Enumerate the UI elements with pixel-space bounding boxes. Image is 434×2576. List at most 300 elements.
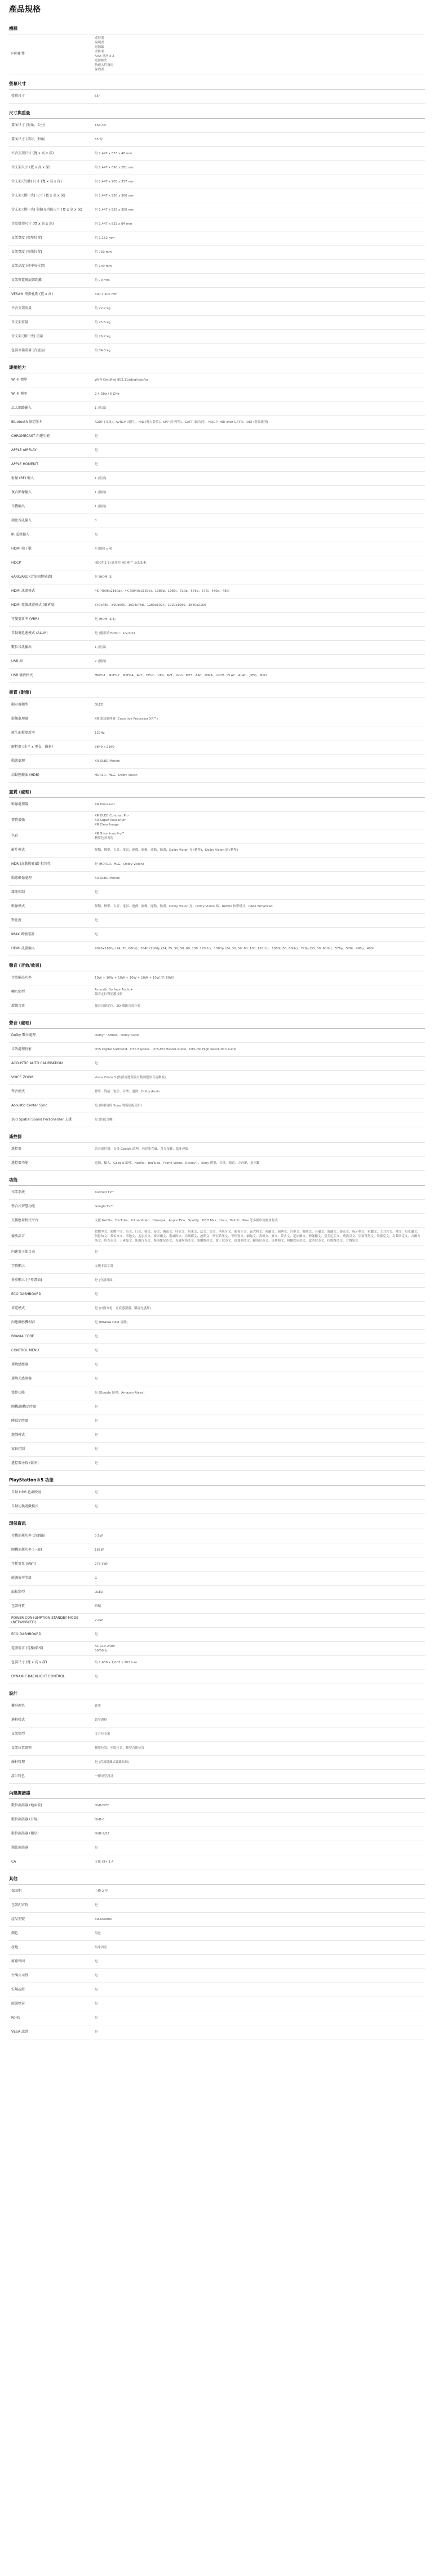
spec-label: 射頻 (RF) 輸入 xyxy=(11,476,34,480)
spec-row xyxy=(9,698,425,712)
spec-value: 是 xyxy=(95,1462,98,1465)
spec-value: 65" xyxy=(95,95,100,98)
spec-value: 標準、對話、電影、音樂、運動、Dolby Audio xyxy=(95,1090,160,1093)
spec-row xyxy=(9,316,425,330)
spec-row xyxy=(9,1997,425,2011)
spec-row xyxy=(9,1085,425,1099)
spec-value: 是 xyxy=(95,1974,98,1977)
spec-value: 聲音自動定位、3D 環繞音效升頻 xyxy=(95,1004,140,1008)
spec-value: HDCP 2.3 (適用於 HDMI™ 1/2/3/4) xyxy=(95,561,147,565)
spec-row xyxy=(9,1756,425,1770)
spec-row xyxy=(9,542,425,556)
spec-section xyxy=(9,689,425,783)
spec-value: MPEG1、MPEG2、MPEG4、AVC、HEVC、VP9、AV1、Xvid、MP3、AAC、WMA、LPCM、FLAC、ALAC、JPEG、MPO xyxy=(95,674,267,677)
spec-value: 是 (Google 助理、Amazon Alexa) xyxy=(95,1391,145,1395)
section-title: 機種 xyxy=(9,25,425,34)
spec-value: 4 (側面 x 4) xyxy=(95,547,112,551)
spec-label: 開機/關機定時器 xyxy=(11,1405,37,1409)
spec-row xyxy=(9,726,425,740)
spec-value: 約 26.2 kg xyxy=(95,335,110,338)
spec-label: 支援應用程式平台 xyxy=(11,1218,39,1222)
spec-label: 字幕顯示 xyxy=(11,1264,25,1268)
spec-label: 能源標章 xyxy=(11,2002,25,2006)
spec-label: 產地 xyxy=(11,1945,19,1949)
spec-label: 含支架 (僅中央) 與擴充功能尺寸 (寬 x 高 x 深) xyxy=(11,208,82,212)
spec-label: 顯示器類型 xyxy=(11,703,29,707)
spec-label: 影像模式 xyxy=(11,904,25,908)
spec-row xyxy=(9,1656,425,1670)
spec-value: 10W + 10W + 10W + 10W + 10W + 10W (共 60W) xyxy=(95,976,174,980)
spec-value: 1 (側面) xyxy=(95,491,107,494)
spec-value: 約 70 mm xyxy=(95,279,110,282)
spec-label: Bluetooth 協定版本 xyxy=(11,420,43,424)
spec-row xyxy=(9,1057,425,1071)
spec-row xyxy=(9,755,425,769)
spec-row xyxy=(9,217,425,231)
section-title: 連接能力 xyxy=(9,364,425,373)
spec-value: 是 (自動省電、亮度感測器、環境光感測) xyxy=(95,1307,151,1310)
spec-row xyxy=(9,1043,425,1057)
spec-label: 包裝尺寸 (寬 x 高 x 深) xyxy=(11,1660,47,1664)
spec-value: 是 xyxy=(95,1419,98,1423)
spec-label: 支架類型 xyxy=(11,1732,25,1736)
spec-value: XR-65A80K xyxy=(95,1918,112,1921)
spec-label: 含支架尺寸 (寬 x 高 x 深) xyxy=(11,166,51,169)
spec-row xyxy=(9,1529,425,1543)
spec-row xyxy=(9,189,425,203)
spec-label: 數位音訊輸出 xyxy=(11,645,32,649)
section-title: 其他 xyxy=(9,1875,425,1885)
spec-row xyxy=(9,1099,425,1113)
spec-row xyxy=(9,373,425,387)
spec-label: 色彩 xyxy=(11,834,19,838)
spec-value: 164 cm xyxy=(95,124,107,127)
spec-row xyxy=(9,872,425,886)
spec-value: 約 140 mm xyxy=(95,265,112,268)
spec-label: 畫面尺寸 (英吋，對角) xyxy=(11,137,46,141)
spec-value: Google TV™ xyxy=(95,1205,114,1208)
spec-label: 產品型號 xyxy=(11,1917,25,1921)
spec-row xyxy=(9,971,425,985)
spec-value: 120Hz xyxy=(95,731,105,735)
spec-row xyxy=(9,1071,425,1085)
spec-label: 整合式智慧功能 xyxy=(11,1204,36,1208)
spec-label: BRAVIA CORE xyxy=(11,1334,34,1338)
spec-row xyxy=(9,1557,425,1572)
spec-label: 遊戲模式 xyxy=(11,1433,25,1437)
spec-row xyxy=(9,812,425,829)
section-title: 尺寸與重量 xyxy=(9,109,425,119)
spec-row xyxy=(9,1543,425,1557)
spec-row xyxy=(9,1913,425,1927)
spec-value: 標準位置、窄版位置、條型音箱位置 xyxy=(95,1747,145,1750)
spec-value: Dolby™ Atmos、Dolby Audio xyxy=(95,1034,140,1037)
spec-row xyxy=(9,985,425,999)
spec-label: ECO DASHBOARD xyxy=(11,1292,42,1296)
spec-label: POWER CONSUMPTION STANDBY MODE (NETWORKED) xyxy=(11,1616,78,1624)
spec-value: OLED xyxy=(95,703,104,707)
spec-rows xyxy=(9,798,425,956)
spec-row xyxy=(9,655,425,669)
spec-label: HDCP xyxy=(11,561,21,565)
spec-label: 安規認證 xyxy=(11,1988,25,1992)
spec-row xyxy=(9,472,425,486)
spec-value: 640x480、800x600、1024x768、1280x1024、1920x1080、3840x2160 xyxy=(95,604,206,607)
spec-label: 含支架 (僅中央) 尺寸 (寬 x 高 x 深) xyxy=(11,194,65,198)
spec-label: 線材管理 xyxy=(11,1760,25,1764)
spec-row xyxy=(9,1500,425,1514)
spec-label: 動態處理 xyxy=(11,759,25,763)
spec-row xyxy=(9,1186,425,1200)
spec-value: 鮮豔、標準、自訂、電影、遊戲、圖像、運動、動畫、Dolby Vision 亮 (精準)、Dolby Vision 暗 (精準) xyxy=(95,849,238,852)
spec-value: 是 xyxy=(95,1846,98,1850)
spec-row xyxy=(9,161,425,175)
spec-label: RoHS xyxy=(11,2016,20,2020)
spec-label: 支架位置調整 xyxy=(11,1746,32,1750)
spec-value: DVB-S/S2 xyxy=(95,1832,109,1836)
spec-value: 是 xyxy=(95,1675,98,1678)
spec-label: 螢幕尺寸 xyxy=(11,94,25,98)
spec-label: CHROMECAST 內建功能 xyxy=(11,434,50,438)
spec-value: 是 (HDMI 3/4) xyxy=(95,618,116,621)
spec-label: 數位調諧器 (地面波) xyxy=(11,1803,42,1807)
spec-label: 畫面尺寸 (對角，公分) xyxy=(11,123,46,127)
spec-value: 是 xyxy=(95,1491,98,1494)
spec-label: 包裝材質 xyxy=(11,1604,25,1608)
spec-row xyxy=(9,641,425,655)
spec-row xyxy=(9,1827,425,1841)
spec-row xyxy=(9,1260,425,1274)
spec-label: 乙太網路輸入 xyxy=(11,406,32,410)
spec-value: 1 (底部) xyxy=(95,646,107,649)
spec-label: 音效輸出功率 xyxy=(11,976,32,980)
spec-value: 多方位支架 xyxy=(95,1733,110,1736)
spec-section xyxy=(9,1875,425,2039)
spec-row xyxy=(9,245,425,260)
section-title: 畫質 (處理) xyxy=(9,788,425,798)
spec-value: 是 xyxy=(95,2002,98,2006)
spec-row xyxy=(9,1955,425,1969)
spec-row xyxy=(9,1157,425,1171)
spec-label: 環繞音效 xyxy=(11,1004,25,1008)
spec-value: XR Processor xyxy=(95,803,115,806)
spec-label: USB 埠 xyxy=(11,659,23,663)
spec-value: Voice Zoom 3 (依照周遭環境自動調整語音清晰度) xyxy=(95,1076,166,1079)
spec-label: 支架寬度 (標準位置) xyxy=(11,236,42,240)
spec-label: VESA 認證 xyxy=(11,2030,28,2034)
spec-value: 是 xyxy=(95,919,98,922)
spec-section xyxy=(9,1520,425,1684)
spec-section xyxy=(9,25,425,74)
spec-value: 是 xyxy=(95,1363,98,1367)
spec-label: APPLE HOMEKIT xyxy=(11,462,38,466)
section-title: 設計 xyxy=(9,1690,425,1699)
spec-row xyxy=(9,886,425,900)
spec-value: 是 xyxy=(95,1377,98,1381)
spec-label: 原廠保固 xyxy=(11,1959,25,1963)
spec-label: 含支架 (另購) 尺寸 (寬 x 高 x 深) xyxy=(11,180,62,184)
spec-row xyxy=(9,1799,425,1813)
spec-value: 是 xyxy=(95,891,98,894)
spec-value: 0.5W xyxy=(95,1534,103,1538)
spec-label: ACOUSTIC AUTO CALIBRATION xyxy=(11,1061,63,1065)
spec-value: 約 1,152 mm xyxy=(95,236,115,240)
spec-label: 環境感應器 xyxy=(11,1363,29,1367)
spec-value: 是 xyxy=(95,2016,98,2020)
section-title: 環保資訊 xyxy=(9,1520,425,1529)
spec-row xyxy=(9,1358,425,1372)
section-title: 聲音 (音效/效果) xyxy=(9,962,425,971)
spec-value: 約 22.7 kg xyxy=(95,307,110,310)
page-title: 產品規格 xyxy=(9,5,41,14)
spec-row xyxy=(9,1841,425,1855)
spec-row xyxy=(9,556,425,570)
spec-label: 對比度 xyxy=(11,918,22,922)
spec-row xyxy=(9,34,425,74)
spec-value: Acoustic Surface Audio+ 聲音定位與追蹤技術 xyxy=(95,988,133,996)
spec-value: 是 xyxy=(95,1904,98,1907)
spec-value: XR 認知處理器 (Cognitive Processor XR™) xyxy=(95,717,158,721)
spec-row xyxy=(9,1344,425,1358)
spec-row xyxy=(9,1969,425,1983)
section-title: 遙控器 xyxy=(9,1133,425,1142)
spec-label: eARC/ARC (音訊回傳通道) xyxy=(11,575,52,579)
spec-label: 雜訊抑制 xyxy=(11,890,25,894)
spec-label: 類比調諧器 xyxy=(11,1846,29,1850)
spec-row xyxy=(9,829,425,843)
spec-value: HDR10、HLG、Dolby Vision xyxy=(95,774,138,777)
spec-row xyxy=(9,1214,425,1228)
spec-row xyxy=(9,1941,425,1955)
spec-row xyxy=(9,1586,425,1600)
section-title: 畫質 (影像) xyxy=(9,689,425,698)
section-title: 聲音 (處理) xyxy=(9,1019,425,1029)
spec-row xyxy=(9,1927,425,1941)
spec-row xyxy=(9,1899,425,1913)
spec-value: XR OLED Motion xyxy=(95,760,120,763)
spec-label: 待機消耗功率 (含網路) xyxy=(11,1534,46,1538)
spec-label: 機身顏色 xyxy=(11,1704,25,1708)
spec-value: 遙控器 說明書 電源線 壁掛架 AAA 電池 x 2 電源線夾 快速入門指南 保固書 xyxy=(95,37,114,72)
spec-row xyxy=(9,344,425,358)
spec-label: Wi-Fi 頻率 xyxy=(11,392,28,396)
spec-row xyxy=(9,231,425,245)
spec-rows xyxy=(9,1142,425,1171)
spec-value: Wi-Fi Certified 802.11a/b/g/n/ac/ax xyxy=(95,378,149,382)
spec-value: 馬來西亞 xyxy=(95,1946,108,1949)
spec-rows xyxy=(9,90,425,104)
spec-label: 類比音訊輸入 xyxy=(11,519,32,523)
spec-row xyxy=(9,1386,425,1400)
spec-rows xyxy=(9,119,425,358)
spec-value: 約 1,447 x 833 x 48 mm xyxy=(95,152,132,155)
spec-value: 是 (HDMI 3) xyxy=(95,575,113,579)
spec-section xyxy=(9,788,425,956)
spec-label: Dolby 數位處理 xyxy=(11,1033,36,1037)
spec-rows xyxy=(9,698,425,783)
spec-label: VESA® 壁掛孔距 (寬 x 高) xyxy=(11,292,53,296)
spec-rows xyxy=(9,373,425,683)
spec-row xyxy=(9,514,425,528)
spec-rows xyxy=(9,971,425,1014)
spec-row xyxy=(9,1486,425,1500)
spec-value: 是 (HDR10、HLG、Dolby Vision) xyxy=(95,863,144,866)
spec-row xyxy=(9,1572,425,1586)
spec-value: 4096x2160p (24, 50, 60Hz)、3840x2160p (24, 25, 30, 50, 60, 100, 120Hz)、1080p (24, 30, 50, 60, 100, 120Hz)、1080i (50, 60Hz)、720p (30, 50, 60Hz)、576p、576i、480p、480i xyxy=(95,947,374,950)
spec-row xyxy=(9,769,425,783)
spec-row xyxy=(9,1699,425,1713)
spec-value: 是 xyxy=(95,435,98,438)
spec-label: 聲控功能 xyxy=(11,1391,25,1395)
spec-label: 內建電子節目表 xyxy=(11,1250,36,1254)
spec-label: 360 Spatial Sound Personalizer 支援 xyxy=(11,1118,72,1122)
spec-value: 是 (與相容的 Sony 聲霸搭配使用) xyxy=(95,1104,142,1108)
spec-value: 支援 Netflix、YouTube、Prime Video、Disney+、Apple TV+、Spotify、HBO Max、Hulu、Twitch、Plex 等多種串流應用程式 xyxy=(95,1219,278,1222)
spec-value: 黑色 xyxy=(95,1932,101,1935)
spec-label: 不含支架尺寸 (寬 x 高 x 深) xyxy=(11,151,54,155)
spec-row xyxy=(9,302,425,316)
spec-value: 是 xyxy=(95,1434,98,1437)
spec-row xyxy=(9,203,425,217)
spec-label: 包裝外箱重量 (含產品) xyxy=(11,349,46,352)
spec-row xyxy=(9,330,425,344)
spec-row xyxy=(9,1983,425,1997)
spec-value: 是 xyxy=(95,1448,98,1451)
spec-label: Wi-Fi 標準 xyxy=(11,378,28,382)
spec-label: CA xyxy=(11,1860,16,1864)
spec-row xyxy=(9,669,425,683)
spec-value: 65 吋 xyxy=(95,138,103,141)
spec-rows xyxy=(9,1186,425,1471)
spec-label: 年耗電量 (kWh) xyxy=(11,1562,36,1566)
spec-value: 1 (側面) xyxy=(95,505,107,508)
spec-row xyxy=(9,1414,425,1428)
spec-row xyxy=(9,1443,425,1457)
spec-rows xyxy=(9,1699,425,1784)
spec-label: 數位調諧器 (衛星) xyxy=(11,1832,39,1836)
spec-label: 遙控器功能 xyxy=(11,1161,29,1165)
spec-row xyxy=(9,444,425,458)
spec-section xyxy=(9,364,425,683)
spec-label: 家長控制 xyxy=(11,1447,25,1451)
spec-value: 支援 CI+ 1.4 xyxy=(95,1860,114,1864)
spec-section xyxy=(9,1789,425,1869)
spec-label: 播放語言 xyxy=(11,1234,25,1238)
spec-row xyxy=(9,1885,425,1899)
spec-value: 紙類 xyxy=(95,1605,101,1608)
spec-value: 是 xyxy=(95,2030,98,2034)
spec-row xyxy=(9,260,425,274)
spec-row xyxy=(9,1113,425,1127)
spec-row xyxy=(9,1428,425,1443)
spec-row xyxy=(9,942,425,956)
spec-label: 含支架重量 xyxy=(11,320,29,324)
spec-row xyxy=(9,1245,425,1260)
spec-value: 是 xyxy=(95,1960,98,1963)
spec-label: USB 播放格式 xyxy=(11,673,33,677)
spec-row xyxy=(9,401,425,416)
spec-label: 含支架 (僅中央) 重量 xyxy=(11,334,43,338)
spec-label: 支架與電視底部距離 xyxy=(11,278,42,282)
spec-value: OLED xyxy=(95,1591,104,1594)
spec-row xyxy=(9,1142,425,1157)
spec-value: 是 xyxy=(95,463,98,466)
spec-label: 自動切換遊戲模式 xyxy=(11,1504,39,1508)
spec-value: XR Triluminos Pro™ 精準色彩再現 xyxy=(95,832,125,840)
spec-label: HDMI 電腦訊號格式 (解析度) xyxy=(11,603,56,607)
spec-value: DVB-C xyxy=(95,1818,105,1821)
spec-row xyxy=(9,1228,425,1245)
spec-value: 一體成型設計 xyxy=(95,1775,114,1778)
spec-label: HDMI 訊號格式 xyxy=(11,589,35,593)
spec-row xyxy=(9,999,425,1014)
spec-rows xyxy=(9,1799,425,1869)
spec-value: 支援多語字幕 xyxy=(95,1265,114,1268)
spec-value: 約 1,447 x 905 x 357 mm xyxy=(95,180,134,184)
spec-value: 約 1,447 x 898 x 281 mm xyxy=(95,166,134,169)
spec-row xyxy=(9,1400,425,1414)
spec-row xyxy=(9,1457,425,1471)
spec-row xyxy=(9,458,425,472)
spec-value: 是 xyxy=(95,1251,98,1254)
spec-value: A2DP (音訊)、AVRCP (遙控)、HID (輸入裝置)、SPP (序列埠)、GATT (低功耗)、HOGP (HID over GATT)、DID (裝置識別) xyxy=(95,421,268,424)
spec-row xyxy=(9,1372,425,1386)
spec-label: 顏色 xyxy=(11,1931,19,1935)
spec-label: 包裝內容物 xyxy=(11,1903,29,1907)
spec-value: G xyxy=(95,1577,98,1580)
spec-rows xyxy=(9,1885,425,2039)
spec-label: 自動 HDR 色調映射 xyxy=(11,1490,42,1494)
spec-row xyxy=(9,1274,425,1288)
spec-value: DTS Digital Surround、DTS Express、DTS-HD Master Audio、DTS-HD High Resolution Audio xyxy=(95,1048,237,1051)
spec-label: 內附配件 xyxy=(11,52,25,56)
spec-rows xyxy=(9,1029,425,1127)
spec-row xyxy=(9,843,425,858)
spec-row xyxy=(9,90,425,104)
spec-value: 是 xyxy=(95,1405,98,1409)
spec-label: HDMI 訊號輸入 xyxy=(11,947,35,950)
spec-row xyxy=(9,430,425,444)
spec-label: 可變更新率 (VRR) xyxy=(11,617,39,621)
spec-section xyxy=(9,1019,425,1127)
spec-value: 是 xyxy=(95,1062,98,1065)
spec-value: AC 110-240V 50/60Hz xyxy=(95,1645,115,1653)
spec-value: 超窄邊框 xyxy=(95,1718,108,1722)
spec-section xyxy=(9,80,425,104)
section-title: PlayStation®5 功能 xyxy=(9,1476,425,1486)
spec-label: 耳機輸出 xyxy=(11,505,25,508)
spec-value: 約 1,638 x 1,003 x 202 mm xyxy=(95,1661,138,1664)
spec-label: 動態影像處理 xyxy=(11,876,32,880)
spec-label: Acoustic Center Sync xyxy=(11,1104,47,1108)
spec-value: 是 xyxy=(95,1335,98,1338)
spec-label: 環境光感測器 xyxy=(11,1377,32,1381)
spec-label: 能源效率等級 xyxy=(11,1576,32,1580)
spec-value: 約 25.8 kg xyxy=(95,321,110,324)
spec-value: 是 xyxy=(95,533,98,537)
spec-value: 1 (底部) xyxy=(95,477,107,480)
spec-row xyxy=(9,914,425,928)
spec-value: Android TV™ xyxy=(95,1191,115,1194)
spec-label: 遙控器尋找 (藍牙) xyxy=(11,1461,39,1465)
spec-label: 畫質增強 xyxy=(11,818,25,822)
spec-value: 273 kWh xyxy=(95,1562,109,1566)
spec-row xyxy=(9,740,425,755)
spec-section xyxy=(9,962,425,1014)
spec-section xyxy=(9,1476,425,1514)
spec-row xyxy=(9,1742,425,1756)
spec-value: 約 1,447 x 955 x 300 mm xyxy=(95,208,134,212)
